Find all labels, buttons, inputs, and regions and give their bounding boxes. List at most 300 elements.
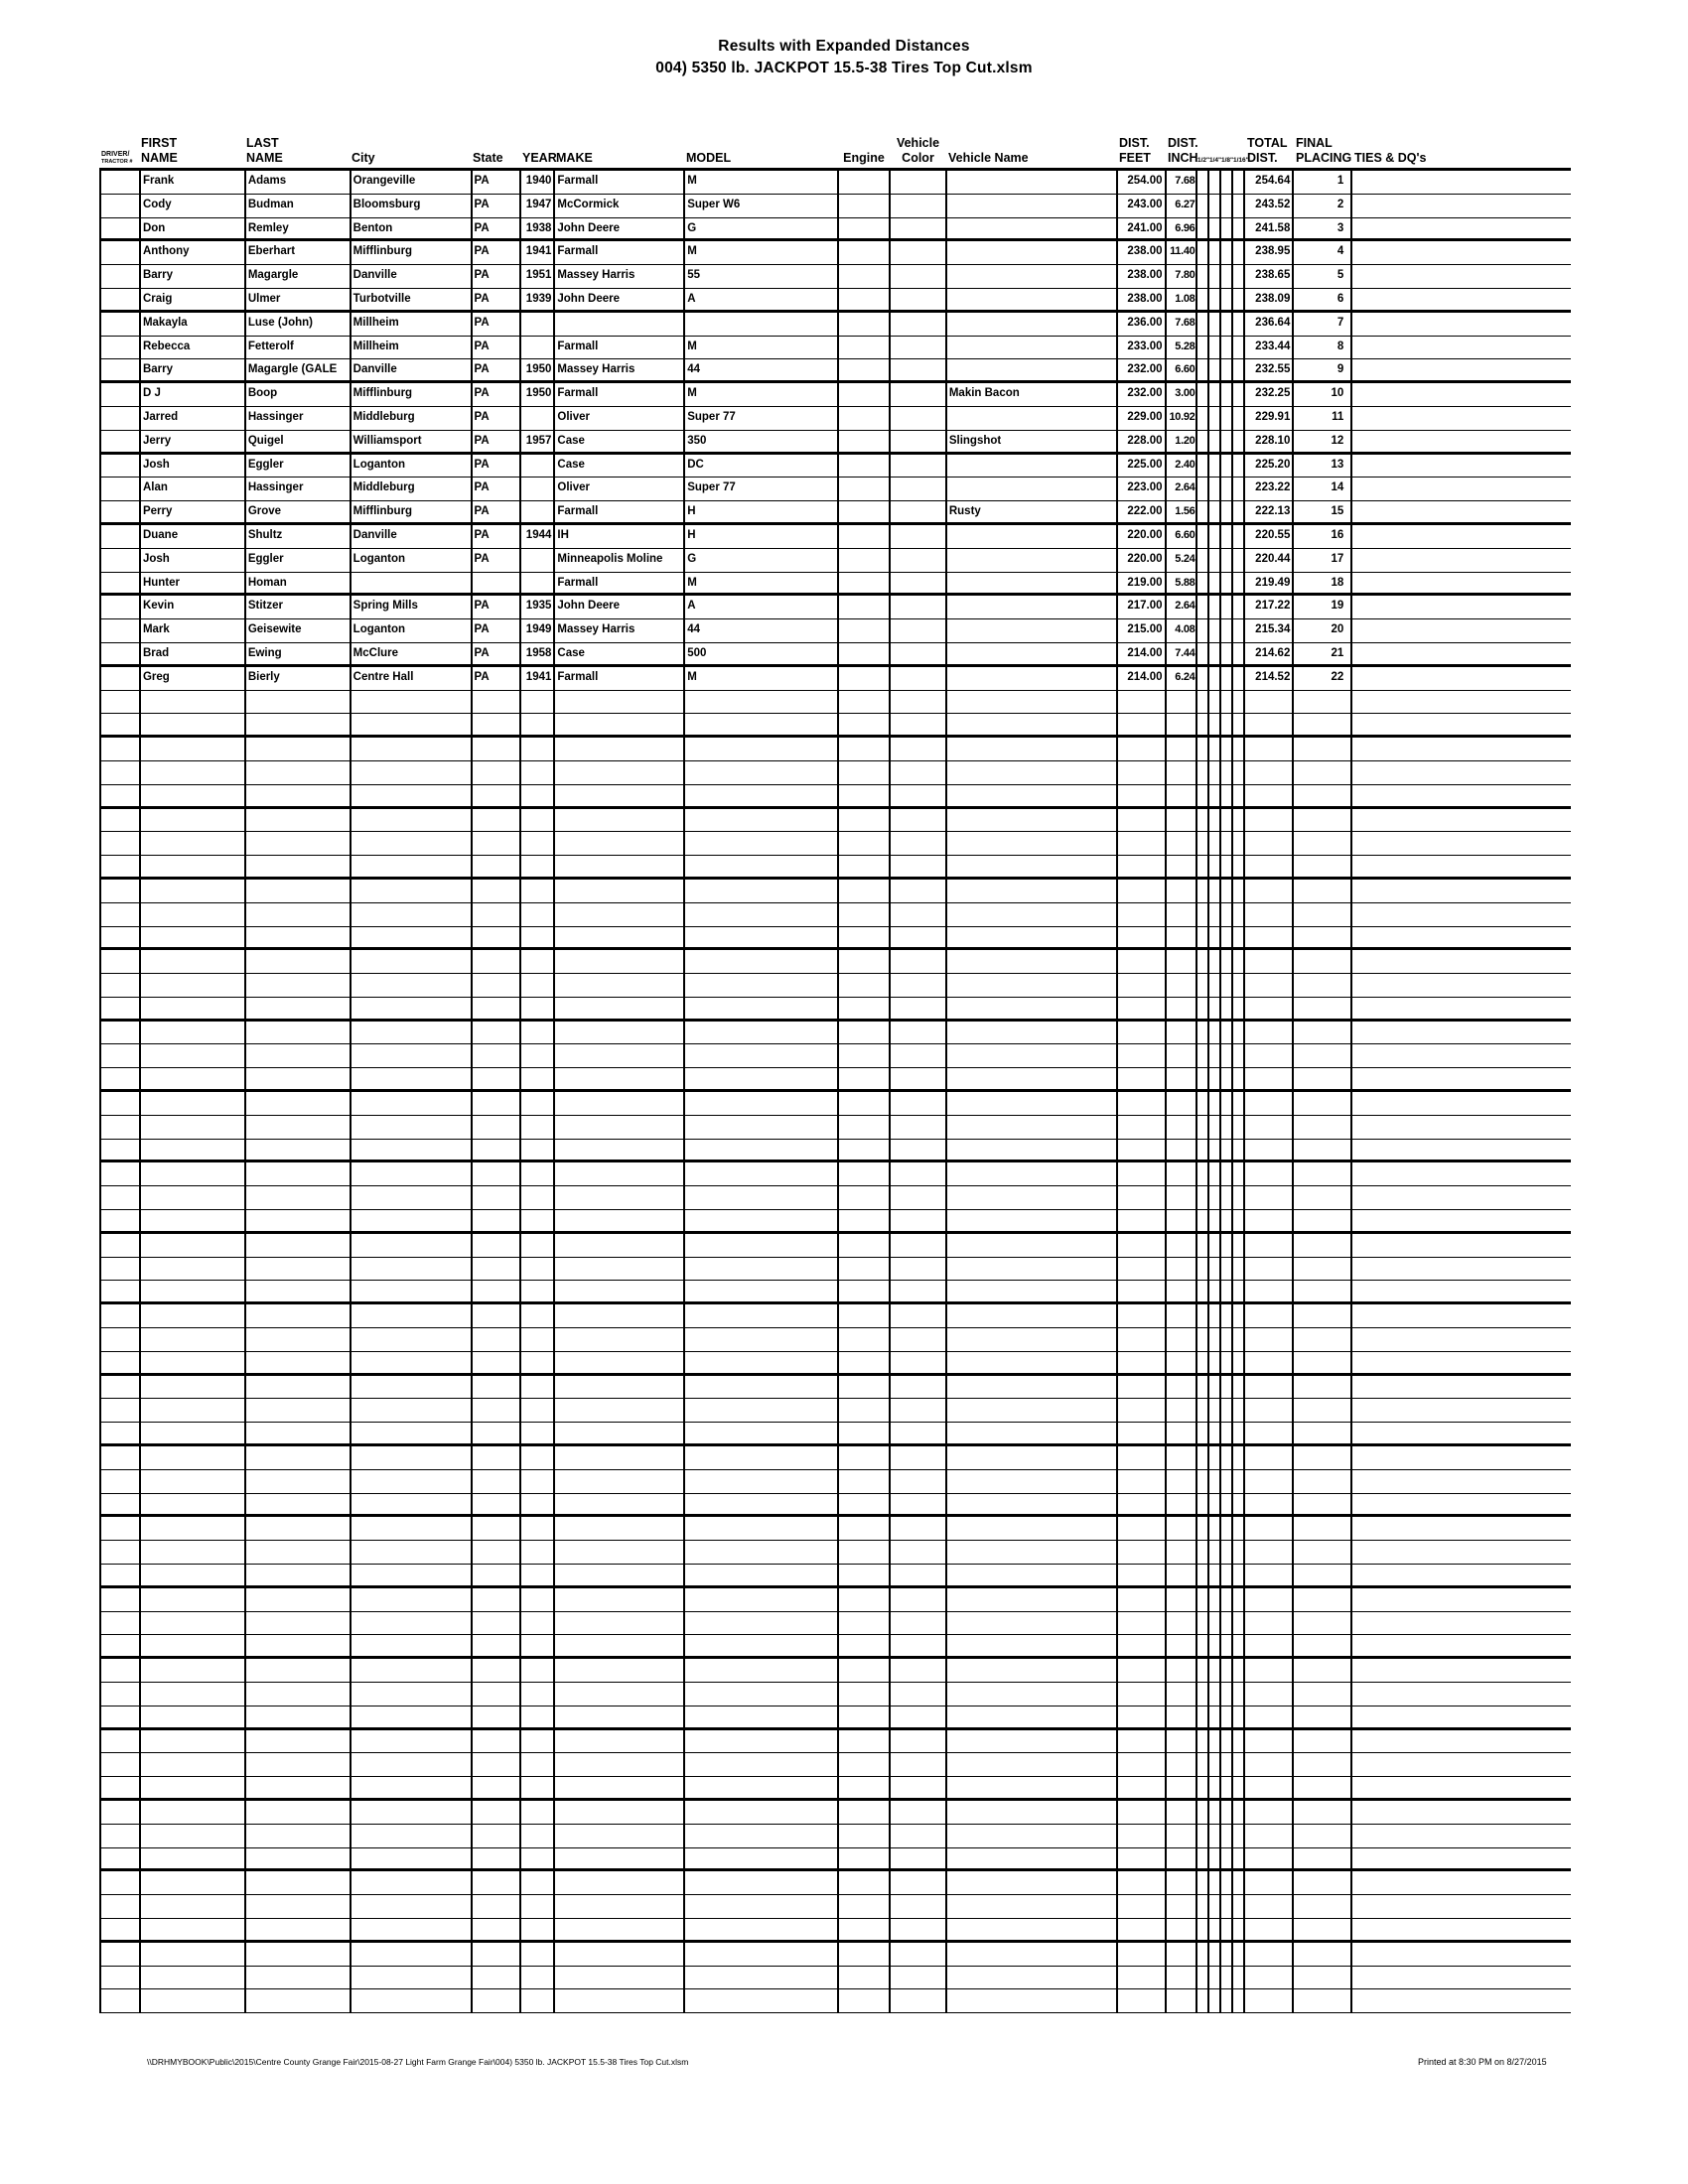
cell-total_dist: 233.44 [1245, 337, 1294, 359]
cell-engine [839, 1446, 891, 1469]
cell-model [685, 1446, 839, 1469]
cell-total_dist [1245, 1943, 1294, 1966]
cell-engine [839, 1044, 891, 1067]
cell-first: D J [141, 383, 246, 406]
cell-vehicle_name [947, 998, 1118, 1019]
cell-engine [839, 1494, 891, 1515]
cell-state [473, 1470, 522, 1493]
cell-driver [101, 1825, 141, 1847]
cell-dist_feet: 238.00 [1118, 241, 1167, 264]
cell-ties [1352, 619, 1571, 642]
cell-last: Boop [246, 383, 352, 406]
cell-dist_feet [1118, 1895, 1167, 1918]
cell-vehicle_name [947, 1753, 1118, 1776]
cell-driver [101, 549, 141, 572]
cell-engine [839, 1588, 891, 1611]
cell-dist_inch [1167, 1352, 1198, 1373]
cell-last [246, 974, 352, 997]
cell-state [473, 927, 522, 948]
cell-eighth [1221, 1895, 1233, 1918]
cell-eighth [1221, 714, 1233, 735]
cell-color [891, 1352, 947, 1373]
cell-first [141, 1376, 246, 1399]
cell-sixteenth [1233, 974, 1245, 997]
cell-vehicle_name [947, 1801, 1118, 1824]
cell-final_placing [1294, 1210, 1352, 1231]
cell-final_placing [1294, 1022, 1352, 1044]
cell-eighth [1221, 785, 1233, 806]
cell-dist_feet [1118, 1967, 1167, 1989]
cell-city [352, 1730, 473, 1753]
cell-driver [101, 1044, 141, 1067]
cell-sixteenth [1233, 1304, 1245, 1327]
cell-ties [1352, 171, 1571, 194]
cell-city [352, 714, 473, 735]
cell-sixteenth [1233, 1423, 1245, 1443]
cell-sixteenth [1233, 455, 1245, 478]
table-row-empty [101, 832, 1571, 856]
cell-state: PA [473, 478, 522, 500]
cell-engine [839, 1659, 891, 1682]
cell-driver [101, 785, 141, 806]
cell-dist_feet [1118, 1376, 1167, 1399]
cell-dist_inch [1167, 738, 1198, 760]
cell-dist_feet: 214.00 [1118, 643, 1167, 664]
cell-model [685, 1376, 839, 1399]
cell-total_dist [1245, 1659, 1294, 1682]
cell-engine [839, 1730, 891, 1753]
cell-model [685, 1588, 839, 1611]
cell-final_placing: 21 [1294, 643, 1352, 664]
cell-year [521, 856, 555, 877]
cell-quarter [1209, 927, 1221, 948]
cell-make [555, 1588, 685, 1611]
table-row-empty [101, 856, 1571, 880]
cell-city [352, 1871, 473, 1894]
cell-first: Craig [141, 289, 246, 310]
cell-model [685, 1989, 839, 2012]
cell-half [1197, 1092, 1209, 1115]
cell-sixteenth [1233, 1967, 1245, 1989]
cell-model: M [685, 573, 839, 594]
cell-final_placing [1294, 1565, 1352, 1585]
cell-state [473, 738, 522, 760]
cell-dist_inch [1167, 1162, 1198, 1185]
cell-make: Farmall [555, 383, 685, 406]
cell-city: Spring Mills [352, 596, 473, 618]
cell-first [141, 714, 246, 735]
cell-color [891, 1659, 947, 1682]
cell-quarter [1209, 1683, 1221, 1706]
cell-final_placing: 4 [1294, 241, 1352, 264]
cell-first [141, 1871, 246, 1894]
cell-last: Ulmer [246, 289, 352, 310]
cell-half [1197, 1659, 1209, 1682]
table-row-empty [101, 1092, 1571, 1116]
cell-eighth [1221, 1494, 1233, 1515]
column-header-dist_feet: DIST. FEET [1119, 136, 1151, 165]
footer-printed-timestamp: Printed at 8:30 PM on 8/27/2015 [1418, 2057, 1547, 2067]
cell-city [352, 1588, 473, 1611]
cell-eighth [1221, 1989, 1233, 2012]
cell-eighth [1221, 691, 1233, 714]
table-row-empty [101, 1753, 1571, 1777]
cell-year [521, 455, 555, 478]
cell-driver [101, 1234, 141, 1257]
cell-half [1197, 407, 1209, 430]
cell-make [555, 1092, 685, 1115]
cell-total_dist [1245, 1352, 1294, 1373]
cell-sixteenth [1233, 289, 1245, 310]
cell-vehicle_name [947, 1092, 1118, 1115]
cell-total_dist [1245, 1517, 1294, 1540]
cell-eighth [1221, 1517, 1233, 1540]
cell-half [1197, 478, 1209, 500]
cell-last [246, 1446, 352, 1469]
cell-model [685, 1186, 839, 1209]
table-row [101, 289, 1571, 313]
cell-make [555, 1706, 685, 1727]
cell-sixteenth [1233, 1446, 1245, 1469]
cell-year [521, 1565, 555, 1585]
cell-sixteenth [1233, 1706, 1245, 1727]
cell-quarter [1209, 1376, 1221, 1399]
cell-year [521, 1659, 555, 1682]
cell-city [352, 950, 473, 973]
cell-city: Mifflinburg [352, 383, 473, 406]
table-row-empty [101, 1162, 1571, 1186]
cell-model [685, 809, 839, 832]
cell-final_placing [1294, 1635, 1352, 1656]
cell-year: 1938 [521, 218, 555, 239]
cell-dist_feet [1118, 809, 1167, 832]
cell-dist_inch [1167, 1683, 1198, 1706]
cell-driver [101, 880, 141, 902]
cell-dist_feet [1118, 691, 1167, 714]
cell-city [352, 1116, 473, 1139]
cell-sixteenth [1233, 761, 1245, 784]
cell-final_placing [1294, 1494, 1352, 1515]
column-header-final_placing: FINAL PLACING [1296, 136, 1352, 165]
cell-first [141, 1281, 246, 1301]
cell-first [141, 1210, 246, 1231]
cell-vehicle_name [947, 478, 1118, 500]
cell-make [555, 1304, 685, 1327]
cell-city [352, 1848, 473, 1869]
cell-color [891, 596, 947, 618]
table-row-empty [101, 761, 1571, 785]
cell-state [473, 1517, 522, 1540]
cell-state [473, 856, 522, 877]
cell-half [1197, 573, 1209, 594]
cell-first [141, 1659, 246, 1682]
cell-last [246, 1848, 352, 1869]
cell-vehicle_name [947, 714, 1118, 735]
cell-color [891, 337, 947, 359]
cell-sixteenth [1233, 667, 1245, 690]
cell-dist_feet [1118, 1730, 1167, 1753]
cell-driver [101, 1281, 141, 1301]
cell-make: Farmall [555, 337, 685, 359]
cell-dist_feet [1118, 785, 1167, 806]
cell-city [352, 1162, 473, 1185]
cell-total_dist [1245, 1871, 1294, 1894]
cell-sixteenth [1233, 1871, 1245, 1894]
cell-year [521, 832, 555, 855]
cell-sixteenth [1233, 1848, 1245, 1869]
cell-half [1197, 832, 1209, 855]
cell-quarter [1209, 1162, 1221, 1185]
cell-total_dist [1245, 1258, 1294, 1281]
cell-make: Massey Harris [555, 359, 685, 380]
cell-vehicle_name [947, 738, 1118, 760]
cell-sixteenth [1233, 1210, 1245, 1231]
cell-ties [1352, 1943, 1571, 1966]
cell-vehicle_name [947, 927, 1118, 948]
cell-vehicle_name [947, 1943, 1118, 1966]
cell-make [555, 1162, 685, 1185]
cell-make: Case [555, 455, 685, 478]
table-row-empty [101, 1186, 1571, 1210]
cell-dist_inch [1167, 691, 1198, 714]
cell-quarter [1209, 643, 1221, 664]
cell-quarter [1209, 1258, 1221, 1281]
table-row [101, 501, 1571, 525]
table-row-empty [101, 1943, 1571, 1967]
cell-dist_feet [1118, 1423, 1167, 1443]
cell-vehicle_name [947, 241, 1118, 264]
cell-last [246, 1044, 352, 1067]
cell-dist_feet [1118, 1068, 1167, 1089]
cell-driver [101, 431, 141, 452]
cell-sixteenth [1233, 478, 1245, 500]
cell-dist_inch: 11.40 [1167, 241, 1198, 264]
cell-half [1197, 1871, 1209, 1894]
cell-half [1197, 998, 1209, 1019]
cell-total_dist: 254.64 [1245, 171, 1294, 194]
cell-eighth [1221, 903, 1233, 926]
cell-half [1197, 1919, 1209, 1940]
cell-driver [101, 171, 141, 194]
cell-ties [1352, 1967, 1571, 1989]
cell-half [1197, 1943, 1209, 1966]
table-row [101, 407, 1571, 431]
cell-make [555, 714, 685, 735]
cell-engine [839, 195, 891, 217]
cell-ties [1352, 1517, 1571, 1540]
cell-driver [101, 1730, 141, 1753]
cell-model [685, 761, 839, 784]
table-row-empty [101, 998, 1571, 1022]
table-row [101, 549, 1571, 573]
cell-driver [101, 1376, 141, 1399]
column-header-first_name: FIRST NAME [141, 136, 178, 165]
cell-engine [839, 856, 891, 877]
cell-total_dist [1245, 950, 1294, 973]
cell-engine [839, 478, 891, 500]
cell-year [521, 1541, 555, 1564]
cell-quarter [1209, 1706, 1221, 1727]
cell-first: Greg [141, 667, 246, 690]
cell-city [352, 927, 473, 948]
cell-final_placing [1294, 1044, 1352, 1067]
cell-state [473, 1328, 522, 1351]
table-row-empty [101, 1328, 1571, 1352]
cell-year: 1939 [521, 289, 555, 310]
cell-city [352, 1825, 473, 1847]
cell-sixteenth [1233, 1044, 1245, 1067]
table-row-empty [101, 714, 1571, 738]
cell-last: Remley [246, 218, 352, 239]
cell-half [1197, 1116, 1209, 1139]
cell-vehicle_name [947, 1871, 1118, 1894]
cell-city [352, 1706, 473, 1727]
cell-half [1197, 927, 1209, 948]
cell-last [246, 1659, 352, 1682]
cell-year [521, 1281, 555, 1301]
cell-dist_inch: 1.08 [1167, 289, 1198, 310]
cell-last [246, 1895, 352, 1918]
cell-make [555, 903, 685, 926]
cell-state: PA [473, 337, 522, 359]
cell-color [891, 1399, 947, 1422]
cell-vehicle_name [947, 1588, 1118, 1611]
cell-last [246, 809, 352, 832]
cell-year [521, 974, 555, 997]
table-row-empty [101, 903, 1571, 927]
cell-dist_inch [1167, 1753, 1198, 1776]
cell-half [1197, 265, 1209, 288]
cell-dist_inch: 1.20 [1167, 431, 1198, 452]
cell-make [555, 974, 685, 997]
cell-total_dist [1245, 714, 1294, 735]
cell-total_dist [1245, 1588, 1294, 1611]
cell-sixteenth [1233, 1565, 1245, 1585]
cell-total_dist [1245, 998, 1294, 1019]
cell-quarter [1209, 974, 1221, 997]
cell-total_dist [1245, 1635, 1294, 1656]
cell-vehicle_name [947, 1612, 1118, 1635]
cell-driver [101, 455, 141, 478]
cell-ties [1352, 1092, 1571, 1115]
cell-dist_inch [1167, 950, 1198, 973]
cell-year [521, 1068, 555, 1089]
cell-vehicle_name [947, 1210, 1118, 1231]
cell-dist_inch: 2.64 [1167, 596, 1198, 618]
cell-model [685, 1423, 839, 1443]
cell-year [521, 1328, 555, 1351]
cell-sixteenth [1233, 596, 1245, 618]
cell-sixteenth [1233, 856, 1245, 877]
cell-final_placing [1294, 1753, 1352, 1776]
cell-first [141, 1328, 246, 1351]
cell-state: PA [473, 525, 522, 548]
cell-city: Turbotville [352, 289, 473, 310]
cell-make [555, 1494, 685, 1515]
cell-final_placing [1294, 1943, 1352, 1966]
cell-last: Magargle (GALE [246, 359, 352, 380]
cell-color [891, 1801, 947, 1824]
cell-color [891, 313, 947, 336]
cell-total_dist [1245, 1895, 1294, 1918]
cell-quarter [1209, 313, 1221, 336]
cell-state: PA [473, 359, 522, 380]
cell-engine [839, 619, 891, 642]
cell-engine [839, 1140, 891, 1160]
cell-driver [101, 525, 141, 548]
cell-dist_feet: 220.00 [1118, 549, 1167, 572]
cell-dist_inch: 7.68 [1167, 313, 1198, 336]
cell-state [473, 974, 522, 997]
cell-dist_feet: 229.00 [1118, 407, 1167, 430]
cell-sixteenth [1233, 1234, 1245, 1257]
cell-quarter [1209, 1352, 1221, 1373]
cell-eighth [1221, 1258, 1233, 1281]
cell-first: Barry [141, 359, 246, 380]
cell-total_dist [1245, 1565, 1294, 1585]
cell-engine [839, 313, 891, 336]
cell-eighth [1221, 455, 1233, 478]
cell-dist_inch [1167, 856, 1198, 877]
cell-state [473, 809, 522, 832]
cell-model: DC [685, 455, 839, 478]
cell-model [685, 832, 839, 855]
cell-dist_inch: 7.68 [1167, 171, 1198, 194]
cell-final_placing [1294, 1706, 1352, 1727]
cell-total_dist [1245, 1494, 1294, 1515]
cell-state [473, 1446, 522, 1469]
cell-total_dist [1245, 785, 1294, 806]
cell-quarter [1209, 596, 1221, 618]
cell-sixteenth [1233, 218, 1245, 239]
cell-vehicle_name [947, 1234, 1118, 1257]
cell-last [246, 785, 352, 806]
cell-sixteenth [1233, 1494, 1245, 1515]
cell-model: Super W6 [685, 195, 839, 217]
cell-dist_inch [1167, 927, 1198, 948]
cell-eighth [1221, 1092, 1233, 1115]
cell-model [685, 1092, 839, 1115]
table-row-empty [101, 1281, 1571, 1304]
cell-color [891, 1753, 947, 1776]
cell-driver [101, 1068, 141, 1089]
cell-city: Danville [352, 359, 473, 380]
cell-dist_inch [1167, 1376, 1198, 1399]
cell-eighth [1221, 950, 1233, 973]
cell-eighth [1221, 927, 1233, 948]
table-row [101, 195, 1571, 218]
cell-final_placing [1294, 1234, 1352, 1257]
cell-total_dist: 229.91 [1245, 407, 1294, 430]
cell-quarter [1209, 1753, 1221, 1776]
cell-driver [101, 265, 141, 288]
cell-model [685, 1801, 839, 1824]
cell-first: Frank [141, 171, 246, 194]
cell-vehicle_name [947, 903, 1118, 926]
cell-city: Middleburg [352, 407, 473, 430]
cell-dist_feet [1118, 1825, 1167, 1847]
cell-year [521, 1044, 555, 1067]
cell-dist_feet: 243.00 [1118, 195, 1167, 217]
cell-driver [101, 383, 141, 406]
cell-first [141, 1116, 246, 1139]
cell-half [1197, 1423, 1209, 1443]
cell-sixteenth [1233, 998, 1245, 1019]
cell-ties [1352, 1635, 1571, 1656]
cell-quarter [1209, 383, 1221, 406]
cell-dist_feet: 254.00 [1118, 171, 1167, 194]
cell-driver [101, 241, 141, 264]
